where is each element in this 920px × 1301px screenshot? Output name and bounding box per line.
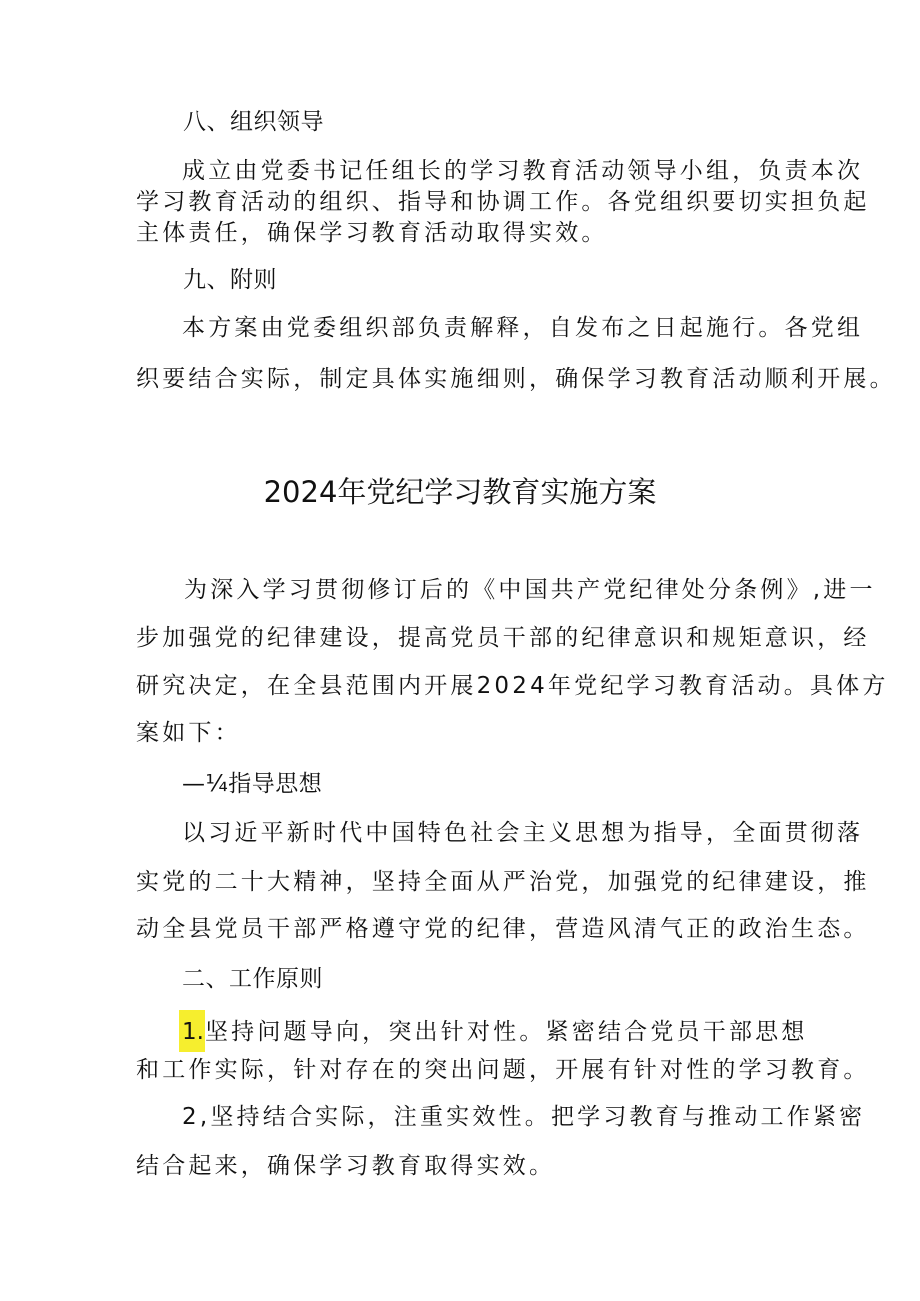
highlighted-number: 1.: [179, 1010, 205, 1052]
section-8-line-1: 成立由党委书记任组长的学习教育活动领导小组，负责本次: [182, 158, 864, 184]
intro-line-3: 研究决定，在全县范围内开展2024年党纪学习教育活动。具体方: [136, 673, 889, 699]
section-9-heading: 九、附则: [183, 267, 277, 293]
document-title: 2024年党纪学习教育实施方案: [263, 475, 657, 509]
intro-line-4: 案如下：: [136, 720, 241, 746]
principle-1-line-2: 和工作实际，针对存在的突出问题，开展有针对性的学习教育。: [136, 1057, 870, 1083]
section-8-heading: 八、组织领导: [183, 109, 324, 135]
section-8-line-2: 学习教育活动的组织、指导和协调工作。各党组织要切实担负起: [136, 189, 870, 215]
principle-1-text: 坚持问题导向，突出针对性。紧密结合党员干部思想: [204, 1019, 808, 1045]
section-9-line-1: 本方案由党委组织部负责解释，自发布之日起施行。各党组: [182, 315, 864, 341]
principle-2-line-2: 结合起来，确保学习教育取得实效。: [136, 1153, 556, 1179]
part-1-line-2: 实党的二十大精神，坚持全面从严治党，加强党的纪律建设，推: [136, 869, 870, 895]
intro-line-1: 为深入学习贯彻修订后的《中国共产党纪律处分条例》,进一: [184, 577, 876, 603]
intro-line-2: 步加强党的纪律建设，提高党员干部的纪律意识和规矩意识，经: [136, 625, 870, 651]
principle-2-line-1: 2,坚持结合实际，注重实效性。把学习教育与推动工作紧密: [182, 1104, 866, 1130]
principle-1-line-1: [182, 1010, 808, 1052]
part-1-heading: —¼指导思想: [182, 771, 323, 797]
section-9-line-2: 织要结合实际，制定具体实施细则，确保学习教育活动顺利开展。: [136, 366, 896, 392]
section-8-line-3: 主体责任，确保学习教育活动取得实效。: [136, 220, 608, 246]
part-1-line-1: 以习近平新时代中国特色社会主义思想为指导，全面贯彻落: [182, 820, 864, 846]
part-1-line-3: 动全县党员干部严格遵守党的纪律，营造风清气正的政治生态。: [136, 916, 870, 942]
part-2-heading: 二、工作原则: [182, 966, 323, 992]
